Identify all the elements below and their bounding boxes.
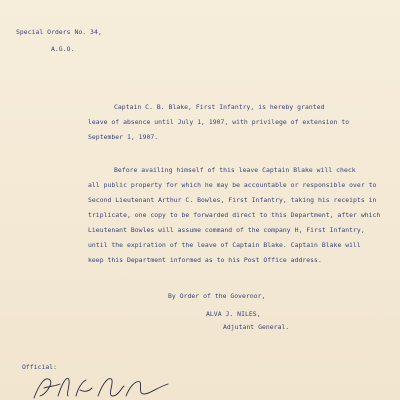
signer-title: Adjutant General. (223, 323, 290, 331)
handwritten-signature (28, 374, 178, 400)
p2-line-6: until the expiration of the leave of Captain Blake. Captain Blake will (88, 241, 361, 249)
p1-line-2: leave of absence until July 1, 1907, with privilege of extension to (88, 118, 350, 126)
office-abbrev: A.G.O. (51, 45, 75, 53)
official-label: Official: (22, 363, 58, 371)
p2-line-7: keep this Department informed as to his Post Office address. (88, 256, 322, 264)
p1-line-3: September 1, 1907. (88, 133, 159, 141)
p2-line-3: Second Lieutenant Arthur C. Bowles, First Infantry, taking his receipts in (88, 196, 377, 204)
p2-line-5: Lieutenant Bowles will assume command of the company H, First Infantry, (88, 226, 365, 234)
p1-line-1: Captain C. B. Blake, First Infantry, is hereby granted (114, 103, 325, 111)
p2-line-2: all public property for which he may be accountable or responsible over to (88, 181, 377, 189)
signer-name: ALVA J. NILES, (206, 310, 261, 318)
by-order-line: By Order of the Governor, (168, 292, 266, 300)
p2-line-1: Before availing himself of this leave Captain Blake will check (114, 166, 356, 174)
order-number: Special Orders No. 34, (16, 28, 102, 36)
p2-line-4: triplicate, one copy to be forwarded direct to this Department, after which (88, 211, 381, 219)
